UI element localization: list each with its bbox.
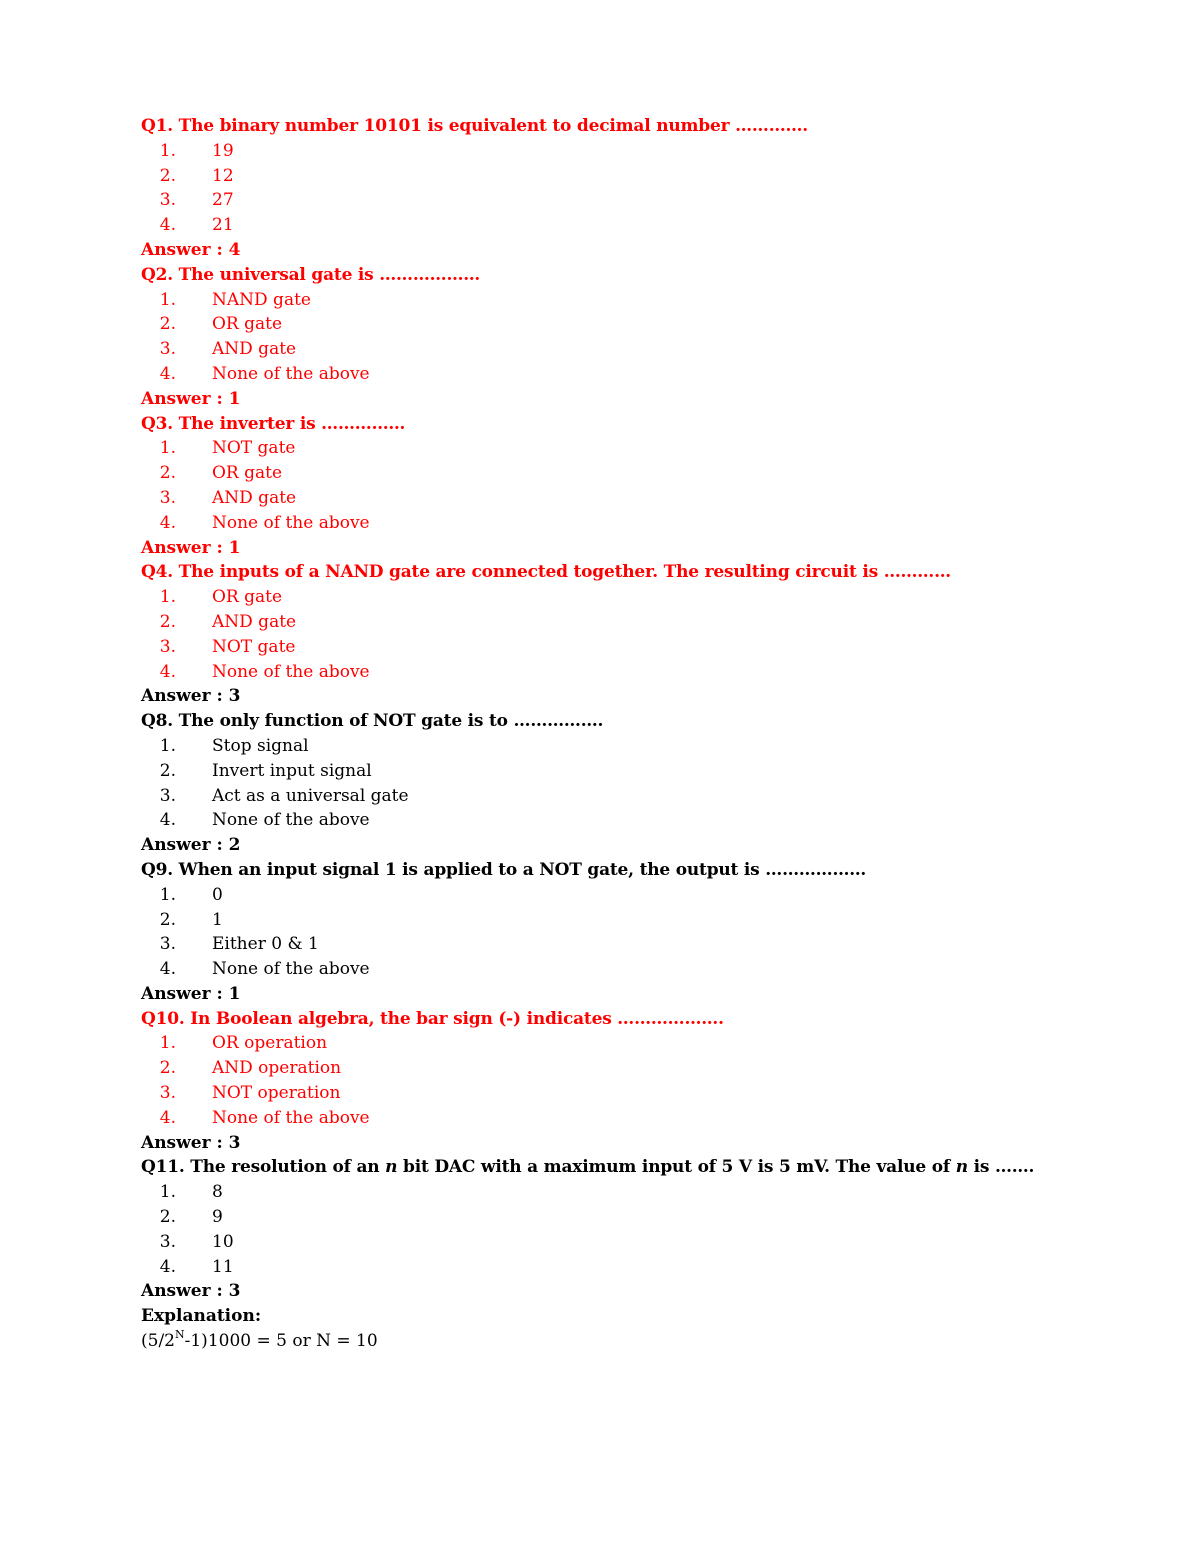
- answer-text: Answer : 4: [141, 239, 241, 260]
- question-block: [141, 560, 1141, 709]
- option-item: 1. 19: [159, 140, 234, 161]
- option-item: 3. Act as a universal gate: [159, 785, 409, 806]
- option-item: 2. AND gate: [159, 611, 297, 632]
- option-item: 1. 0: [159, 884, 223, 905]
- option-item: 3. 27: [159, 190, 234, 211]
- option-item: 1. NAND gate: [159, 289, 311, 310]
- option-item: 1. 8: [159, 1182, 223, 1203]
- question-text: Q3. The inverter is ……………: [141, 413, 406, 434]
- option-item: 4. None of the above: [159, 661, 370, 682]
- question-block: [141, 114, 1141, 263]
- question-text: Q4. The inputs of a NAND gate are connected together. The resulting circuit is …………: [141, 562, 951, 583]
- answer-text: Answer : 3: [141, 686, 241, 707]
- option-item: 2. AND operation: [159, 1058, 342, 1079]
- option-item: 3. NOT gate: [159, 636, 296, 657]
- answer-text: Answer : 3: [141, 1281, 241, 1302]
- option-item: 3. AND gate: [159, 339, 297, 360]
- question-text: Q1. The binary number 10101 is equivalent to decimal number ………….: [141, 116, 809, 136]
- option-item: 3. AND gate: [159, 487, 297, 508]
- question-block: [141, 412, 1141, 561]
- question-text: Q2. The universal gate is ………………: [141, 264, 481, 285]
- answer-text: Answer : 2: [141, 835, 241, 856]
- option-item: 3. NOT operation: [159, 1083, 341, 1104]
- answer-text: Answer : 1: [141, 388, 241, 409]
- question-text: Q11. The resolution of an n bit DAC with a maximum input of 5 V is 5 mV. The value of n is …….: [141, 1157, 1035, 1178]
- explanation-formula: $(5/2^N-1)1000 = 5$ or N = 10: [141, 1328, 378, 1352]
- question-text: Q10. In Boolean algebra, the bar sign (-) indicates ……………….: [141, 1008, 724, 1029]
- option-item: 1. OR gate: [159, 587, 283, 608]
- option-item: 4. 11: [159, 1256, 234, 1277]
- option-item: 4. None of the above: [159, 512, 370, 533]
- option-item: 4. None of the above: [159, 363, 370, 384]
- answer-text: Answer : 1: [141, 537, 241, 558]
- question-block: [141, 263, 1141, 412]
- explanation-title: Explanation:: [141, 1306, 262, 1327]
- question-block: [141, 709, 1141, 858]
- option-item: 1. NOT gate: [159, 438, 296, 459]
- answer-text: Answer : 1: [141, 983, 241, 1004]
- question-text: Q8. The only function of NOT gate is to …………….: [141, 711, 604, 732]
- answer-text: Answer : 3: [141, 1132, 241, 1153]
- option-item: 1. Stop signal: [159, 735, 309, 756]
- question-block: [141, 1155, 1141, 1304]
- question-text: Q9. When an input signal 1 is applied to a NOT gate, the output is ………………: [141, 859, 867, 880]
- option-item: 4. None of the above: [159, 959, 370, 980]
- option-item: 2. Invert input signal: [159, 760, 372, 781]
- question-block: [141, 1007, 1141, 1156]
- option-item: 3. Either 0 & 1: [159, 934, 319, 955]
- option-item: 3. 10: [159, 1231, 234, 1252]
- option-item: 2. 1: [159, 909, 223, 930]
- option-item: 1. OR operation: [159, 1033, 328, 1054]
- option-item: 2. OR gate: [159, 314, 283, 335]
- quiz-content: [141, 114, 1141, 1354]
- option-item: 2. 12: [159, 165, 234, 186]
- option-item: 4. None of the above: [159, 810, 370, 831]
- option-item: 4. 21: [159, 215, 234, 236]
- explanation-block: [141, 1304, 1141, 1354]
- question-block: [141, 858, 1141, 1007]
- option-item: 2. OR gate: [159, 463, 283, 484]
- option-item: 2. 9: [159, 1207, 223, 1228]
- option-item: 4. None of the above: [159, 1107, 370, 1128]
